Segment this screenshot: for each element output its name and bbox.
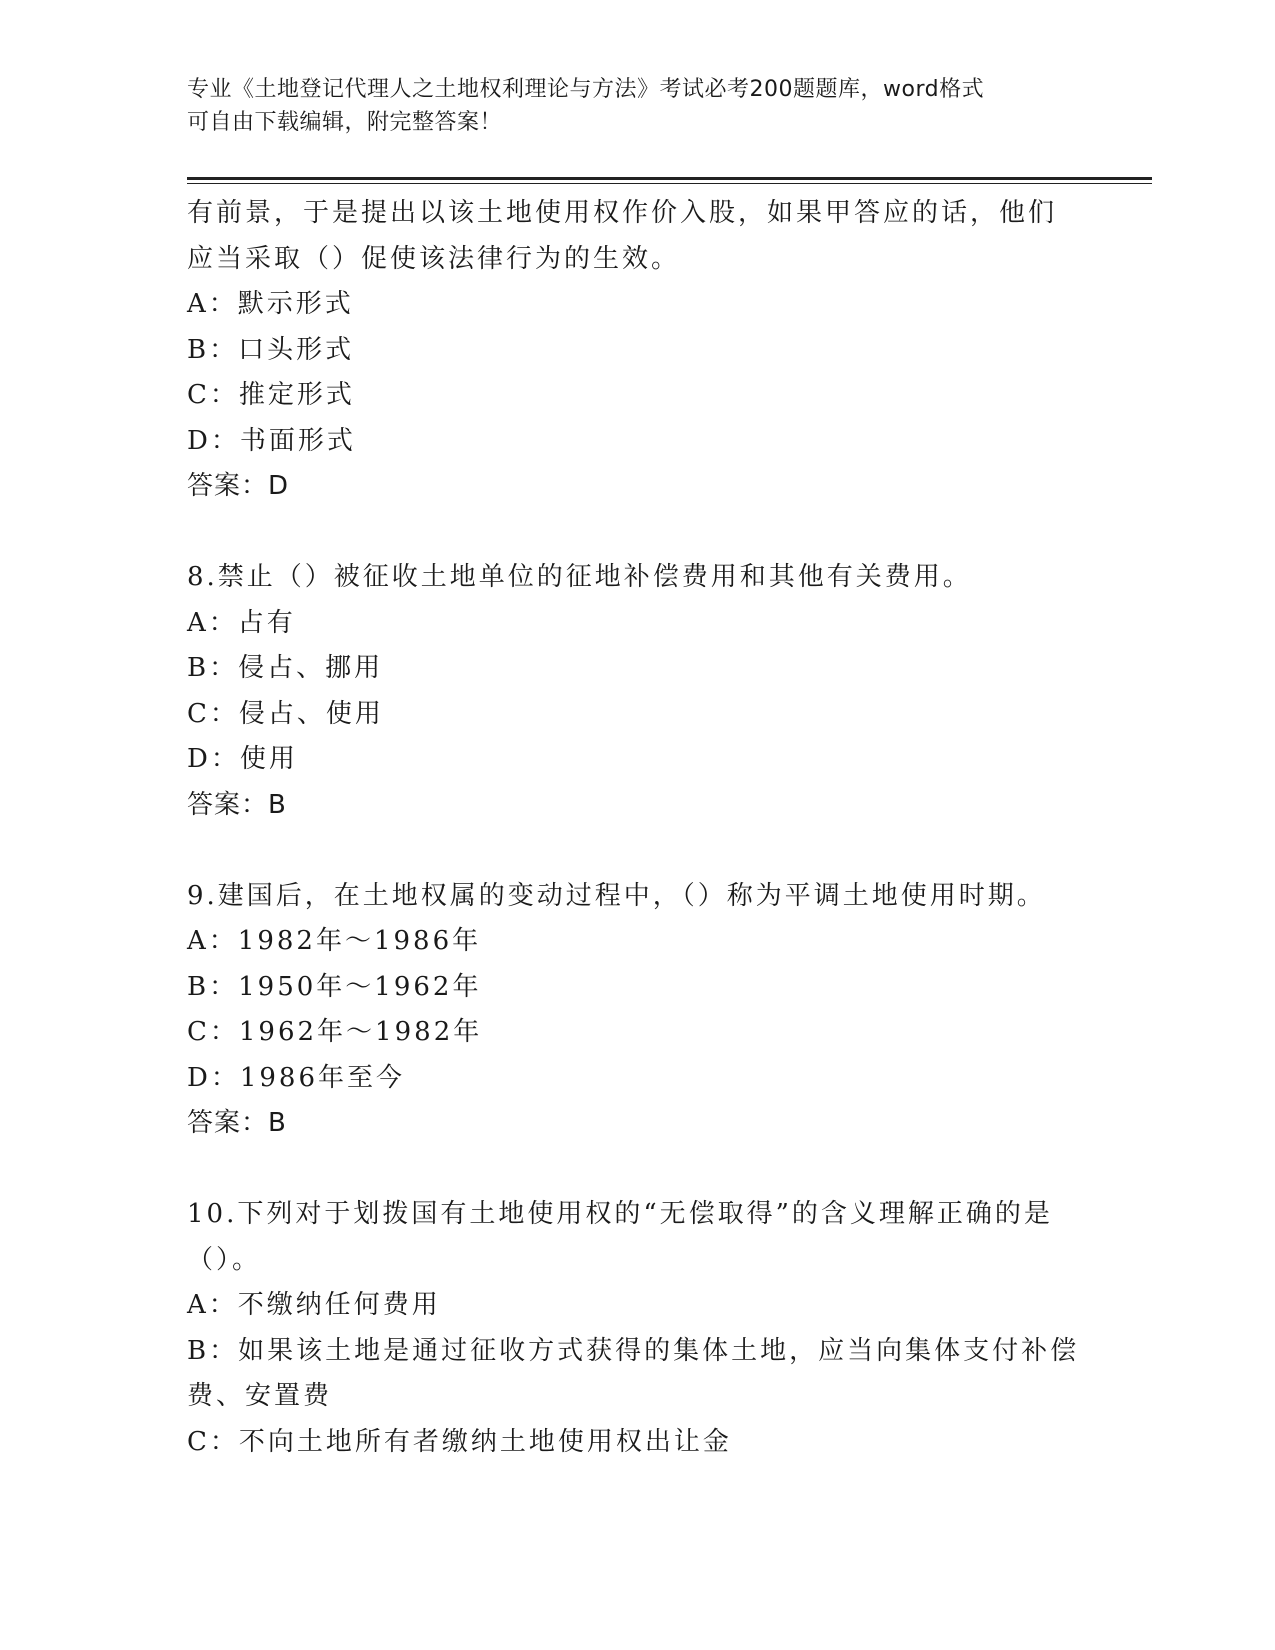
- question-stem: 应当采取（）促使该法律行为的生效。: [187, 243, 681, 274]
- spacer: [187, 510, 1077, 556]
- option-c: C：不向土地所有者缴纳土地使用权出让金: [187, 1426, 732, 1457]
- question-stem: （）。: [187, 1244, 262, 1275]
- option-c: C：推定形式: [187, 380, 355, 410]
- option-d: D：书面形式: [187, 425, 356, 456]
- question-10: [187, 1192, 1080, 1465]
- header-line-1: 专业《土地登记代理人之土地权利理论与方法》考试必考200题题库，word格式: [187, 77, 985, 102]
- question-8: [187, 555, 1077, 828]
- option-a: A：1982年～1986年: [187, 926, 482, 956]
- option-a: A：默示形式: [187, 289, 354, 319]
- option-b: B：侵占、挪用: [187, 653, 384, 683]
- option-c: C：1962年～1982年: [187, 1017, 483, 1047]
- question-7: [187, 191, 1077, 510]
- option-b: B：如果该土地是通过征收方式获得的集体土地，应当向集体支付补偿: [187, 1335, 1080, 1366]
- option-c: C：侵占、使用: [187, 698, 384, 729]
- answer-line: 答案：D: [187, 471, 290, 501]
- answer-line: 答案：B: [187, 789, 287, 820]
- option-a: A：不缴纳任何费用: [187, 1290, 441, 1320]
- option-d: D：1986年至今: [187, 1062, 406, 1093]
- option-b-continued: 费、安置费: [187, 1381, 333, 1411]
- question-9: [187, 874, 1077, 1147]
- question-stem: 有前景，于是提出以该土地使用权作价入股，如果甲答应的话，他们: [187, 198, 1058, 228]
- option-a: A：占有: [187, 607, 296, 638]
- answer-line: 答案：B: [187, 1108, 287, 1138]
- header-line-2: 可自由下载编辑，附完整答案！: [187, 110, 503, 135]
- question-stem: 9.建国后，在土地权属的变动过程中，（）称为平调土地使用时期。: [187, 880, 1046, 911]
- option-b: B：口头形式: [187, 334, 355, 365]
- question-stem: 10.下列对于划拨国有土地使用权的“无偿取得”的含义理解正确的是: [187, 1199, 1053, 1229]
- spacer: [187, 828, 1077, 874]
- spacer: [187, 1147, 1077, 1193]
- document-header: [187, 73, 1067, 139]
- question-stem: 8.禁止（）被征收土地单位的征地补偿费用和其他有关费用。: [187, 562, 972, 592]
- header-divider-thin: [187, 183, 1152, 184]
- option-b: B：1950年～1962年: [187, 971, 482, 1002]
- header-divider-thick: [187, 177, 1152, 180]
- option-d: D：使用: [187, 744, 298, 774]
- document-body: [187, 191, 1080, 1465]
